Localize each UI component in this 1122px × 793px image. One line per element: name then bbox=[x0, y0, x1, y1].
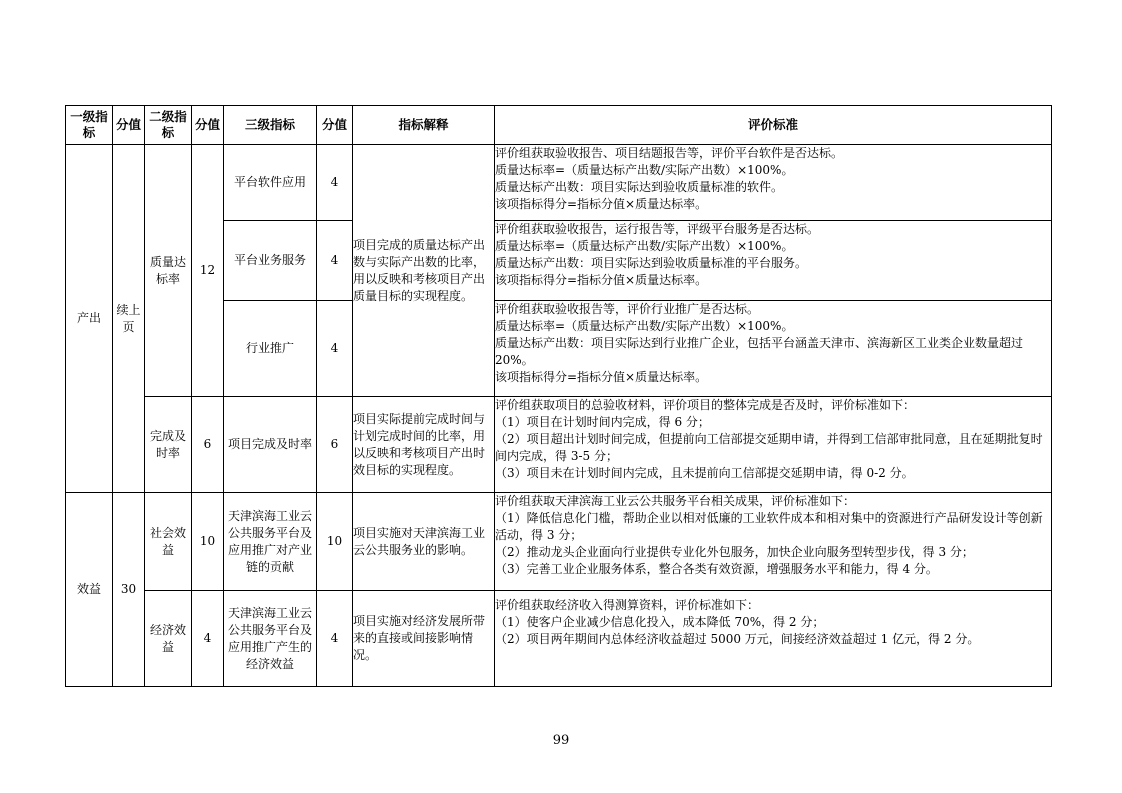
standard-industry-promotion bbox=[495, 301, 1052, 397]
standard-line: 评价组获取经济收入得测算资料，评价标准如下： bbox=[495, 598, 760, 612]
level2-timeliness: 完成及时率 bbox=[145, 397, 192, 493]
score2-timeliness: 6 bbox=[192, 397, 224, 493]
level2-social: 社会效益 bbox=[145, 493, 192, 591]
standard-line: 该项指标得分=指标分值×质量达标率。 bbox=[495, 370, 708, 384]
score3-platform-software: 4 bbox=[317, 145, 353, 221]
header-standard: 评价标准 bbox=[495, 106, 1052, 145]
standard-timeliness bbox=[495, 397, 1052, 493]
score3-social: 10 bbox=[317, 493, 353, 591]
standard-platform-software bbox=[495, 145, 1052, 221]
standard-line: 质量达标产出数：项目实际达到验收质量标准的平台服务。 bbox=[495, 256, 808, 270]
score3-economic: 4 bbox=[317, 591, 353, 687]
evaluation-table bbox=[65, 105, 1052, 687]
score3-timeliness: 6 bbox=[317, 397, 353, 493]
table-row bbox=[66, 145, 1052, 221]
score3-industry-promotion: 4 bbox=[317, 301, 353, 397]
standard-platform-service bbox=[495, 221, 1052, 301]
header-score2: 分值 bbox=[192, 106, 224, 145]
standard-line: （2）推动龙头企业面向行业提供专业化外包服务，加快企业向服务型转型步伐，得 3 分； bbox=[495, 545, 974, 559]
table-row bbox=[66, 591, 1052, 687]
level1-benefit: 效益 bbox=[66, 493, 113, 687]
interpretation-social: 项目实施对天津滨海工业云公共服务业的影响。 bbox=[353, 493, 495, 591]
header-interpretation: 指标解释 bbox=[353, 106, 495, 145]
standard-line: 质量达标率=（质量达标产出数/实际产出数）×100%。 bbox=[495, 163, 794, 177]
standard-line: 质量达标率=（质量达标产出数/实际产出数）×100%。 bbox=[495, 319, 794, 333]
standard-line: 质量达标率=（质量达标产出数/实际产出数）×100%。 bbox=[495, 239, 794, 253]
level3-platform-software: 平台软件应用 bbox=[224, 145, 317, 221]
standard-line: 该项指标得分=指标分值×质量达标率。 bbox=[495, 273, 708, 287]
interpretation-timeliness: 项目实际提前完成时间与计划完成时间的比率，用以反映和考核项目产出时效目标的实现程度。 bbox=[353, 397, 495, 493]
level2-quality: 质量达标率 bbox=[145, 145, 192, 397]
standard-line: （1）项目在计划时间内完成，得 6 分； bbox=[495, 415, 710, 429]
level2-economic: 经济效益 bbox=[145, 591, 192, 687]
interpretation-quality: 项目完成的质量达标产出数与实际产出数的比率，用以反映和考核项目产出质量目标的实现程度。 bbox=[353, 145, 495, 397]
header-level2: 二级指标 bbox=[145, 106, 192, 145]
standard-line: 质量达标产出数：项目实际达到验收质量标准的软件。 bbox=[495, 180, 784, 194]
score2-economic: 4 bbox=[192, 591, 224, 687]
standard-line: 评价组获取验收报告，运行报告等，评级平台服务是否达标。 bbox=[495, 222, 820, 236]
standard-line: （1）降低信息化门槛，帮助企业以相对低廉的工业软件成本和相对集中的资源进行产品研发设计等创新活动，得 3 分； bbox=[495, 511, 1043, 542]
standard-line: （3）完善工业企业服务体系，整合各类有效资源，增强服务水平和能力，得 4 分。 bbox=[495, 562, 938, 576]
page-number: 99 bbox=[552, 733, 570, 748]
score3-platform-service: 4 bbox=[317, 221, 353, 301]
score2-social: 10 bbox=[192, 493, 224, 591]
standard-line: 评价组获取验收报告等，评价行业推广是否达标。 bbox=[495, 302, 760, 316]
header-score1: 分值 bbox=[113, 106, 145, 145]
standard-line: 评价组获取验收报告、项目结题报告等，评价平台软件是否达标。 bbox=[495, 146, 844, 160]
header-level1: 一级指标 bbox=[66, 106, 113, 145]
standard-line: 该项指标得分=指标分值×质量达标率。 bbox=[495, 197, 708, 211]
standard-economic bbox=[495, 591, 1052, 687]
table-row bbox=[66, 493, 1052, 591]
standard-line: 评价组获取天津滨海工业云公共服务平台相关成果，评价标准如下： bbox=[495, 494, 856, 508]
standard-line: 评价组获取项目的总验收材料，评价项目的整体完成是否及时，评价标准如下： bbox=[495, 398, 916, 412]
header-row bbox=[66, 106, 1052, 145]
standard-social bbox=[495, 493, 1052, 591]
header-level3: 三级指标 bbox=[224, 106, 317, 145]
level3-timeliness: 项目完成及时率 bbox=[224, 397, 317, 493]
score1-benefit: 30 bbox=[113, 493, 145, 687]
level3-social: 天津滨海工业云公共服务平台及应用推广对产业链的贡献 bbox=[224, 493, 317, 591]
level3-industry-promotion: 行业推广 bbox=[224, 301, 317, 397]
header-score3: 分值 bbox=[317, 106, 353, 145]
standard-line: （2）项目超出计划时间完成，但提前向工信部提交延期申请，并得到工信部审批同意，且在延期批复时间内完成，得 3-5 分； bbox=[495, 432, 1043, 463]
score1-output: 续上页 bbox=[113, 145, 145, 493]
standard-line: （3）项目未在计划时间内完成，且未提前向工信部提交延期申请，得 0-2 分。 bbox=[495, 466, 914, 480]
standard-line: 质量达标产出数：项目实际达到行业推广企业，包括平台涵盖天津市、滨海新区工业类企业数量超过 20%。 bbox=[495, 336, 1024, 367]
table-row bbox=[66, 397, 1052, 493]
standard-line: （1）使客户企业减少信息化投入，成本降低 70%，得 2 分； bbox=[495, 615, 825, 629]
level3-economic: 天津滨海工业云公共服务平台及应用推广产生的经济效益 bbox=[224, 591, 317, 687]
level3-platform-service: 平台业务服务 bbox=[224, 221, 317, 301]
level1-output: 产出 bbox=[66, 145, 113, 493]
standard-line: （2）项目两年期间内总体经济收益超过 5000 万元，间接经济效益超过 1 亿元，得 2 分。 bbox=[495, 632, 980, 646]
interpretation-economic: 项目实施对经济发展所带来的直接或间接影响情况。 bbox=[353, 591, 495, 687]
score2-quality: 12 bbox=[192, 145, 224, 397]
